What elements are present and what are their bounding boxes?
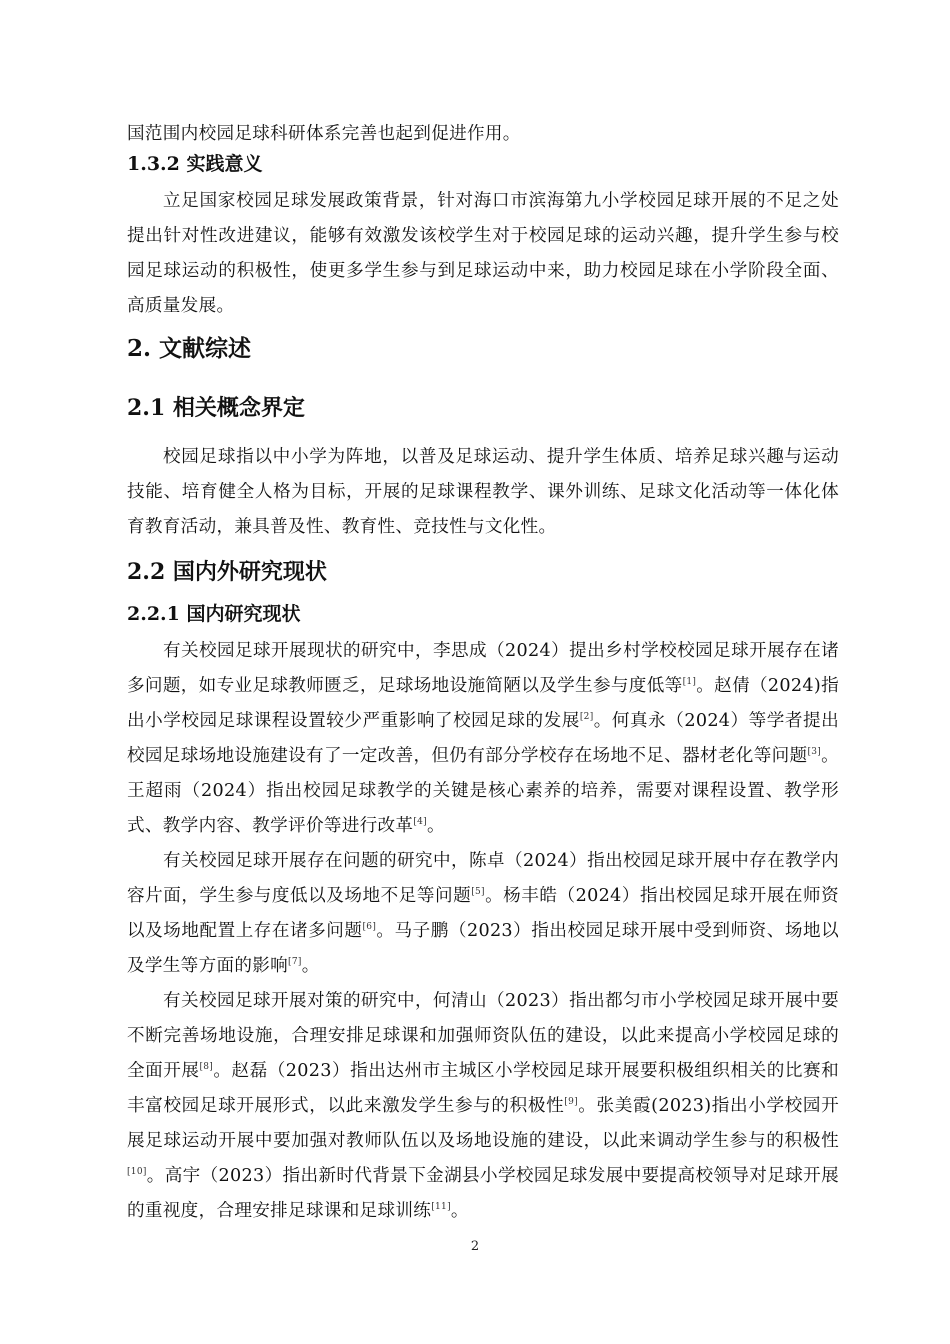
citation-ref[interactable]: [8] [199, 1062, 214, 1072]
citation-ref[interactable]: [4] [413, 817, 427, 827]
section-heading-2-2: 2.2 国内外研究现状 [127, 559, 327, 585]
citation-ref[interactable]: [1] [682, 677, 697, 687]
citation-ref[interactable]: [9] [564, 1097, 578, 1107]
citation-ref[interactable]: [10] [127, 1167, 147, 1177]
citation-ref[interactable]: [2] [579, 712, 594, 722]
carryover-paragraph: 国范围内校园足球科研体系完善也起到促进作用。 [127, 124, 521, 144]
chapter-heading-2: 2. 文献综述 [127, 335, 252, 362]
citation-ref[interactable]: [5] [471, 887, 485, 897]
citation-ref[interactable]: [11] [431, 1202, 451, 1212]
section-heading-2-2-1: 2.2.1 国内研究现状 [127, 603, 301, 625]
citation-ref[interactable]: [3] [807, 747, 822, 757]
domestic-status-paragraph-1: 有关校园足球开展现状的研究中，李思成（2024）提出乡村学校校园足球开展存在诸多问题，如专业足球教师匮乏，足球场地设施简陋以及学生参与度低等[1]。赵倩（2024)指出小学校园足球课程设置较少严重影响了校园足球的发展[2]。何真永（2024）等学者提出校园足球场地设施建设有了一定改善，但仍有部分学校存在场地不足、器材老化等问题[3]。王超雨（2024）指出校园足球教学的关键是核心素养的培养，需要对课程设置、教学形式、教学内容、教学评价等进行改革[4]。 [127, 641, 840, 836]
citation-ref[interactable]: [7] [288, 957, 302, 967]
domestic-status-paragraph-3: 有关校园足球开展对策的研究中，何清山（2023）指出都匀市小学校园足球开展中要不断完善场地设施，合理安排足球课和加强师资队伍的建设，以此来提高小学校园足球的全面开展[8]。赵磊（2023）指出达州市主城区小学校园足球开展要积极组织相关的比赛和丰富校园足球开展形式，以此来激发学生参与的积极性[9]。张美霞(2023)指出小学校园开展足球运动开展中要加强对教师队伍以及场地设施的建设，以此来调动学生参与的积极性[10]。高宇（2023）指出新时代背景下金湖县小学校园足球发展中要提高校领导对足球开展的重视度，合理安排足球课和足球训练[11]。 [127, 991, 840, 1221]
concept-definition-paragraph: 校园足球指以中小学为阵地，以普及足球运动、提升学生体质、培养足球兴趣与运动技能、培育健全人格为目标，开展的足球课程教学、课外训练、足球文化活动等一体化体育教育活动，兼具普及性、教育性、竞技性与文化性。 [127, 447, 839, 537]
section-heading-2-1: 2.1 相关概念界定 [127, 395, 305, 421]
page-number: 2 [470, 1239, 480, 1254]
practical-significance-paragraph: 立足国家校园足球发展政策背景，针对海口市滨海第九小学校园足球开展的不足之处提出针对性改进建议，能够有效激发该校学生对于校园足球的运动兴趣，提升学生参与校园足球运动的积极性，使更多学生参与到足球运动中来，助力校园足球在小学阶段全面、高质量发展。 [127, 191, 839, 316]
section-heading-1-3-2: 1.3.2 实践意义 [127, 153, 263, 175]
citation-ref[interactable]: [6] [362, 922, 377, 932]
domestic-status-paragraph-2: 有关校园足球开展存在问题的研究中，陈卓（2024）指出校园足球开展中存在教学内容片面，学生参与度低以及场地不足等问题[5]。杨丰皓（2024）指出校园足球开展在师资以及场地配置上存在诸多问题[6]。马子鹏（2023）指出校园足球开展中受到师资、场地以及学生等方面的影响[7]。 [127, 851, 839, 976]
